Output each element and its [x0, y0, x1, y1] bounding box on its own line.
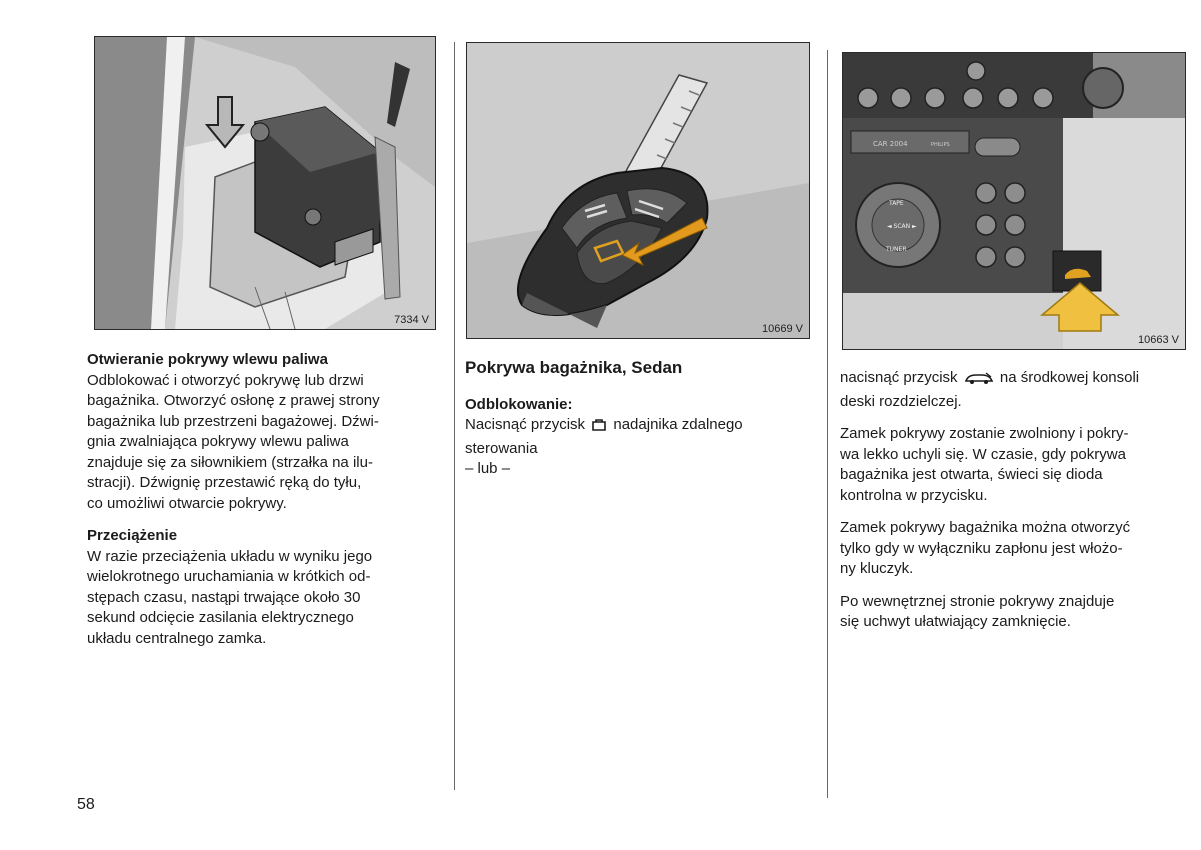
column-divider-left — [454, 42, 455, 790]
paragraph-line: tylko gdy w wyłączniku zapłonu jest włożo- — [840, 539, 1123, 557]
left-column-text — [87, 350, 432, 649]
paragraph-line: Zamek pokrywy zostanie zwolniony i pokry- — [840, 425, 1129, 442]
paragraph-line: deski rozdzielczej. — [840, 392, 962, 410]
text-segment: nadajnika zdalnego — [613, 416, 743, 433]
paragraph-line: stępach czasu, nastąpi trwające około 30 — [87, 588, 361, 606]
section-heading: Pokrywa bagażnika, Sedan — [465, 358, 683, 377]
figure-number: 10669 V — [762, 323, 803, 335]
radio-tuner-label: TUNER — [886, 246, 907, 253]
paragraph-line: się uchwyt ułatwiający zamknięcie. — [840, 613, 1071, 630]
figure-fuel-flap-actuator — [94, 36, 436, 330]
paragraph-line — [465, 415, 810, 439]
section-subheading: Odblokowanie: — [465, 395, 573, 413]
right-column-text — [840, 368, 1185, 633]
paragraph-line: znajduje się za siłownikiem (strzałka na ilu- — [87, 453, 373, 471]
paragraph-line: układu centralnego zamka. — [87, 629, 267, 647]
section-subheading: Przeciążenie — [87, 527, 178, 544]
paragraph-line: ny kluczyk. — [840, 560, 914, 577]
radio-brand-label: CAR 2004 — [873, 140, 908, 148]
paragraph-line: Po wewnętrznej stronie pokrywy znajduje — [840, 592, 1115, 610]
text-segment: nacisnąć przycisk — [840, 369, 958, 386]
paragraph-line: sterowania — [465, 439, 538, 457]
page-number: 58 — [77, 796, 95, 813]
paragraph-line: kontrolna w przycisku. — [840, 486, 988, 504]
figure-number: 10663 V — [1138, 334, 1179, 346]
paragraph-line: – lub – — [465, 460, 511, 477]
radio-tape-label: TAPE — [889, 200, 904, 207]
paragraph-line: bagażnika. Otworzyć osłonę z prawej strony — [87, 392, 380, 409]
radio-maker-label: PHILIPS — [931, 142, 950, 148]
paragraph-line: W razie przeciążenia układu w wyniku jego — [87, 547, 373, 565]
paragraph-line: wielokrotnego uruchamiania w krótkich od- — [87, 568, 371, 585]
paragraph-line: bagażnika jest otwarta, świeci się dioda — [840, 466, 1103, 483]
paragraph-line: gnia zwalniająca pokrywy wlewu paliwa — [87, 433, 349, 450]
paragraph-line: wa lekko uchyli się. W czasie, gdy pokrywa — [840, 445, 1126, 463]
paragraph-line: sekund odcięcie zasilania elektrycznego — [87, 609, 354, 626]
column-divider-right — [827, 50, 828, 798]
section-heading: Otwieranie pokrywy wlewu paliwa — [87, 351, 328, 368]
figure-remote-key — [466, 42, 810, 339]
paragraph-line: Zamek pokrywy bagażnika można otworzyć — [840, 519, 1131, 536]
car-trunk-release-icon — [964, 371, 994, 392]
paragraph-line — [840, 368, 1185, 392]
paragraph-line: co umożliwi otwarcie pokrywy. — [87, 494, 287, 512]
text-segment: na środkowej konsoli — [999, 369, 1140, 386]
trunk-button-icon — [591, 418, 607, 439]
paragraph-line: stracji). Dźwignię przestawić ręką do tyłu, — [87, 474, 362, 491]
paragraph-line: bagażnika lub przestrzeni bagażowej. Dźwi- — [87, 412, 379, 430]
text-segment: Nacisnąć przycisk — [465, 416, 586, 433]
radio-scan-label: ◄ SCAN ► — [887, 223, 917, 230]
middle-column-text — [465, 358, 810, 480]
paragraph-line: Odblokować i otworzyć pokrywę lub drzwi — [87, 371, 364, 389]
figure-number: 7334 V — [394, 314, 429, 326]
figure-center-console — [842, 52, 1186, 350]
